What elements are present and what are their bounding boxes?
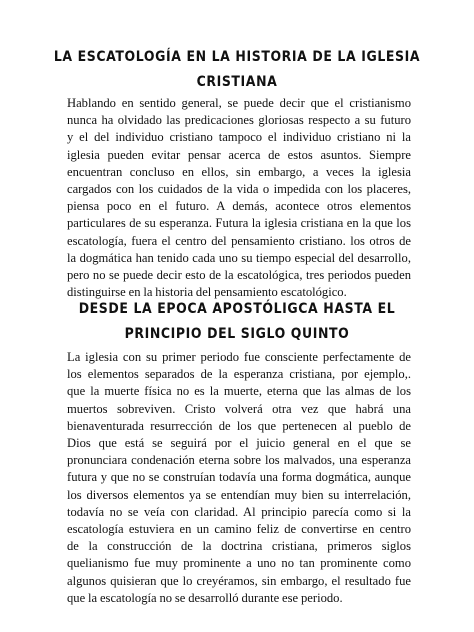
paragraph-line: Hablando en sentido general, se puede decir que el cristianismo — [67, 96, 411, 110]
paragraph-line: que la muerte física no es la muerte, eterna que las almas de los — [67, 384, 411, 399]
paragraph-line: la dogmática han tenido cada uno su tiempo especial del desarrollo, — [67, 250, 411, 265]
paragraph-line: de la construcción de la doctrina cristiana, primeros siglos — [67, 539, 411, 554]
paragraph-line: quelianismo fue muy prominente a uno no tan prominente como — [67, 556, 411, 571]
paragraph-line: bienaventurada resurrección de los que pertenecen al pueblo de — [67, 418, 411, 433]
paragraph-line: pero no se puede decir esto de la escatológica, tres periodos pueden — [67, 268, 411, 283]
paragraph-line: escatología estuviera en un camino feliz de convertirse en centro — [67, 522, 411, 537]
paragraph-line: los diversos elementos ya se entendían muy bien su interrelación, — [67, 487, 411, 502]
paragraph-line: muertos sobreviven. Cristo volverá otra vez que habrá una — [67, 401, 411, 416]
paragraph-line: futura y que no se construían todavía una forma dogmática, aunque — [67, 470, 411, 485]
paragraph-line: los elementos separados de la esperanza cristiana, por ejemplo,. — [67, 367, 411, 382]
paragraph-line: particulares de su esperanza. Futura la iglesia cristiana en la que los — [67, 216, 411, 231]
section-2-title: DESDE LA EPOCA APOSTÓLIGCA HASTA EL PRINCIPIO DEL SIGLO QUINTO — [78, 299, 396, 342]
paragraph-line: pronunciara condenación eterna sobre los malvados, una esperanza — [67, 453, 411, 468]
paragraph-line: todavía no se veía con claridad. Al principio parecía como si la — [67, 504, 411, 519]
paragraph-line: algunos quisieran que lo creyéramos, sin embargo, el resultado fue — [67, 573, 411, 588]
paragraph-line: La iglesia con su primer periodo fue consciente perfectamente de — [67, 350, 411, 364]
paragraph-line: encuentran concluso en ellos, sin embargo, a veces la iglesia — [67, 164, 411, 179]
paragraph-line: cargados con los cuidados de la vida o impedida con los placeres, — [67, 182, 411, 197]
paragraph-line: nunca ha olvidado las predicaciones gloriosas respecto a su futuro — [67, 113, 411, 128]
section-1-paragraph — [67, 95, 411, 301]
paragraph-line: escatología, fuera el centro del pensamiento cristiano. los otros de — [67, 233, 411, 248]
paragraph-line: Dios que está se seguirá por el juicio general en el que se — [67, 436, 411, 451]
paragraph-line: piensa poco en el futuro. A demás, acontece otros elementos — [67, 199, 411, 214]
paragraph-line: iglesia pueden evitar pensar acerca de estos asuntos. Siempre — [67, 147, 411, 162]
paragraph-line: que la escatología no se desarrolló durante ese periodo. — [67, 590, 343, 605]
paragraph-line: distinguirse en la historia del pensamiento escatológico. — [67, 285, 347, 300]
section-1-title: LA ESCATOLOGÍA EN LA HISTORIA DE LA IGLESIA CRISTIANA — [53, 47, 421, 90]
section-2-paragraph — [67, 349, 411, 607]
paragraph-line: y el del individuo cristiano tampoco el individuo cristiano ni la — [67, 130, 411, 145]
